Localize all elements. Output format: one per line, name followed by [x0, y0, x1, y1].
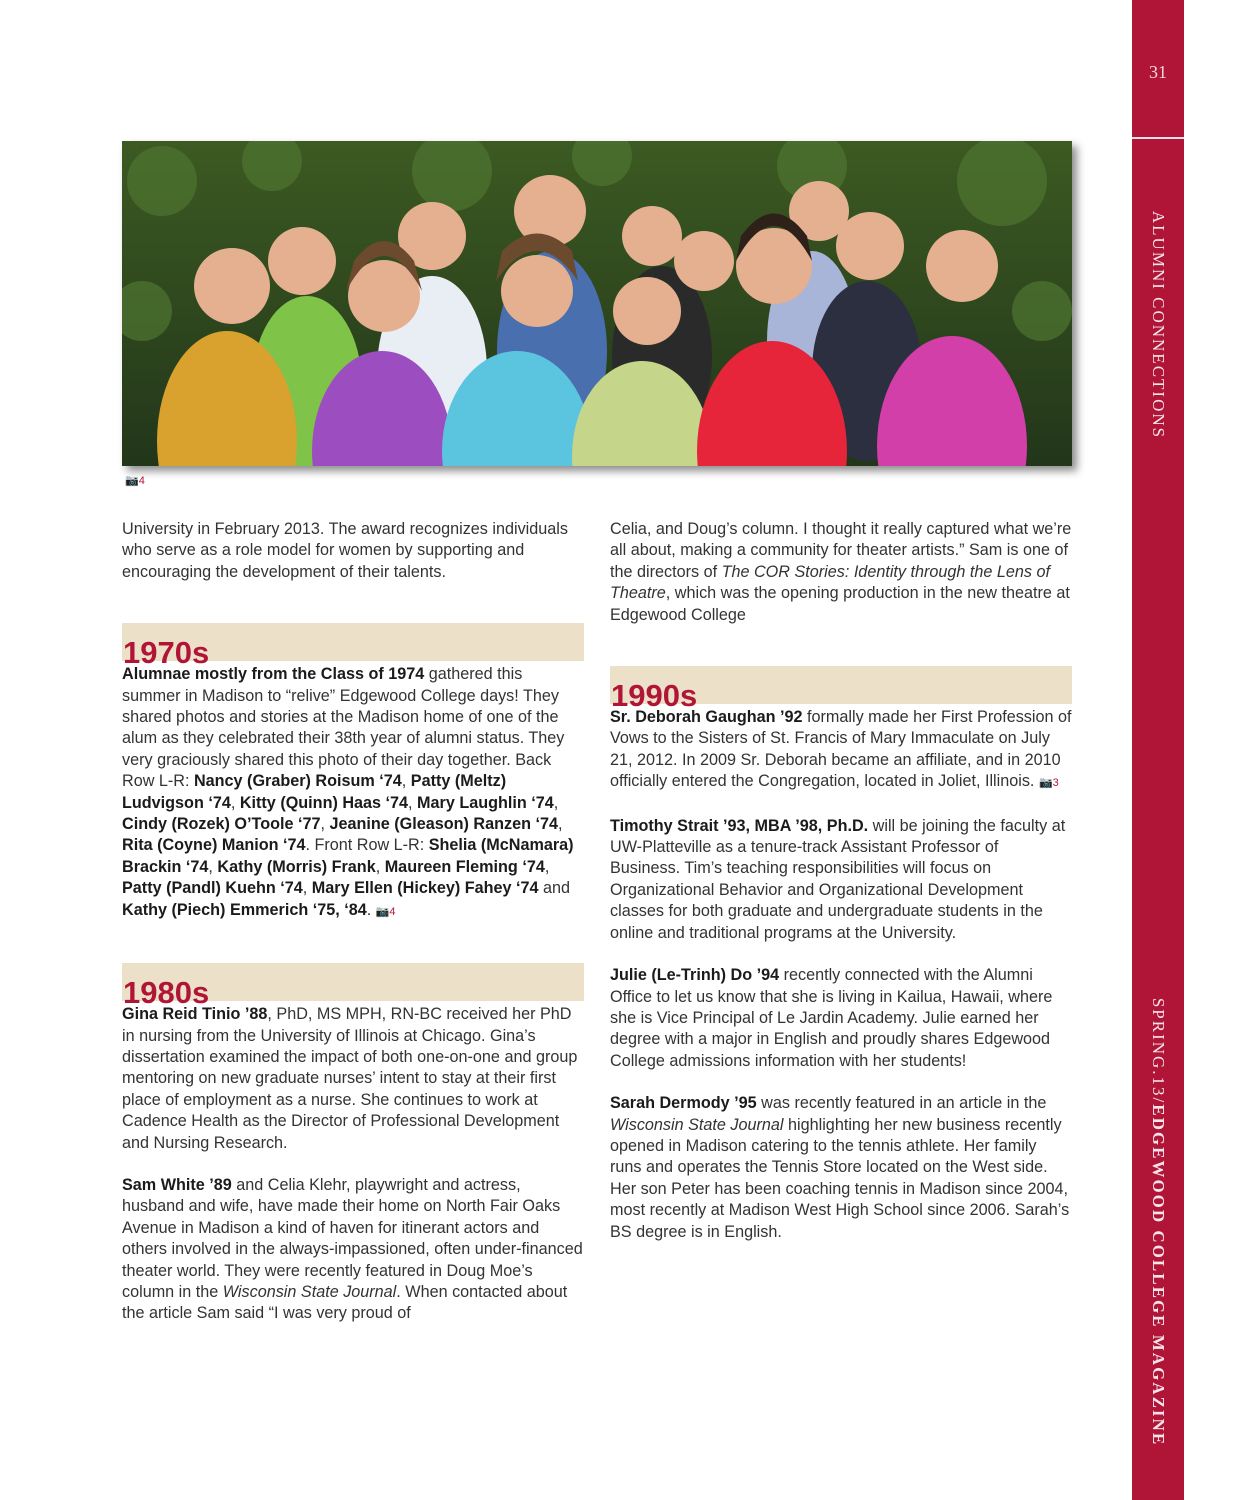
sidebar-divider	[1132, 137, 1184, 139]
decade-title: 1970s	[123, 635, 210, 671]
sam-continued-paragraph: Celia, and Doug’s column. I thought it really captured what we’re all about, making a community for theater artists.” Sam is one of the directors of The COR Stories: Identity through the Lens of Theatre, which was the opening production in the new theatre at Edgewood College	[610, 520, 1072, 624]
decade-header-1980s	[122, 963, 584, 1011]
camera-icon: 📷3	[1038, 777, 1059, 790]
sam-paragraph: Sam White ’89 and Celia Klehr, playwright and actress, husband and wife, have made their home on North Fair Oaks Avenue in Madison a kind of haven for itinerant actors and others involved in the always-impassioned, often under-financed theater world. They were recently featured in Doug Moe’s column in the Wisconsin State Journal. When contacted about the article Sam said “I was very proud of	[122, 1175, 583, 1323]
decade-header-1970s	[122, 623, 584, 671]
decade-header-1990s	[610, 666, 1072, 714]
right-column	[610, 519, 1072, 1243]
intro-paragraph: University in February 2013. The award recognizes individuals who serve as a role model for women by supporting and encouraging the development of their talents.	[122, 520, 568, 581]
timothy-paragraph: Timothy Strait ’93, MBA ’98, Ph.D. will be joining the faculty at UW-Platteville as a tenure-track Assistant Professor of Business. Tim’s teaching responsibilities will focus on Organizational Behavior and Organizational Development classes for both graduate and undergraduate students in the online and traditional programs at the University.	[610, 816, 1066, 942]
photo-credit: 📷4	[125, 475, 145, 487]
decade-title: 1980s	[123, 975, 210, 1011]
magazine-label	[1148, 998, 1168, 1446]
sarah-paragraph: Sarah Dermody ’95 was recently featured in an article in the Wisconsin State Journal highlighting her new business recently opened in Madison catering to the tennis athlete. Her family runs and operates the Tennis Store located on the West side. Her son Peter has been coaching tennis in Madison since 2004, most recently at Madison West High School since 2006. Sarah’s BS degree is in English.	[610, 1094, 1070, 1241]
camera-icon: 📷4	[375, 905, 396, 918]
gina-paragraph: Gina Reid Tinio ’88, PhD, MS MPH, RN-BC received her PhD in nursing from the University of Illinois at Chicago. Gina’s dissertation examined the impact of both one-on-one and group mentoring on new graduate nurses’ intent to stay at their first place of employment as a nurse. She continues to work at Cadence Health as the Director of Professional Development and Nursing Research.	[122, 1005, 578, 1152]
magazine-name: EDGEWOOD COLLEGE MAGAZINE	[1149, 1104, 1168, 1447]
deborah-paragraph: Sr. Deborah Gaughan ’92 formally made her First Profession of Vows to the Sisters of St. Francis of Mary Immaculate on July 21, 2012. In 2009 Sr. Deborah became an affiliate, and in 2010 officially entered the Congregation, located in Joliet, Illinois. 📷3	[610, 708, 1072, 791]
left-column	[122, 519, 584, 1325]
julie-paragraph: Julie (Le-Trinh) Do ’94 recently connected with the Alumni Office to let us know that she is living in Kailua, Hawaii, where she is Vice Principal of Le Jardin Academy. Julie earned her degree with a major in English and proudly shares Edgewood College admissions information with her students!	[610, 966, 1053, 1070]
section-label: ALUMNI CONNECTIONS	[1149, 210, 1168, 440]
class-1974-paragraph: Alumnae mostly from the Class of 1974 gathered this summer in Madison to “relive” Edgewood College days! They shared photos and stories at the Madison home of one of the alum as they celebrated their 38th year of alumni status. They very graciously shared this photo of their day together. Back Row L-R: Nancy (Graber) Roisum ‘74, Patty (Meltz) Ludvigson ‘74, Kitty (Quinn) Haas ‘74, Mary Laughlin ‘74, Cindy (Rozek) O’Toole ‘77, Jeanine (Gleason) Ranzen ‘74, Rita (Coyne) Manion ‘74. Front Row L-R: Shelia (McNamara) Brackin ‘74, Kathy (Morris) Frank, Maureen Fleming ‘74, Patty (Pandl) Kuehn ‘74, Mary Ellen (Hickey) Fahey ‘74 and Kathy (Piech) Emmerich ‘75, ‘84. 📷4	[122, 665, 574, 919]
decade-title: 1990s	[611, 678, 698, 714]
sidebar	[1132, 0, 1184, 1500]
group-photo	[122, 141, 1072, 466]
lead-text: Alumnae mostly from the Class of 1974	[122, 665, 425, 684]
magazine-issue: SPRING.13/	[1149, 997, 1168, 1105]
page-number: 31	[1149, 62, 1167, 82]
